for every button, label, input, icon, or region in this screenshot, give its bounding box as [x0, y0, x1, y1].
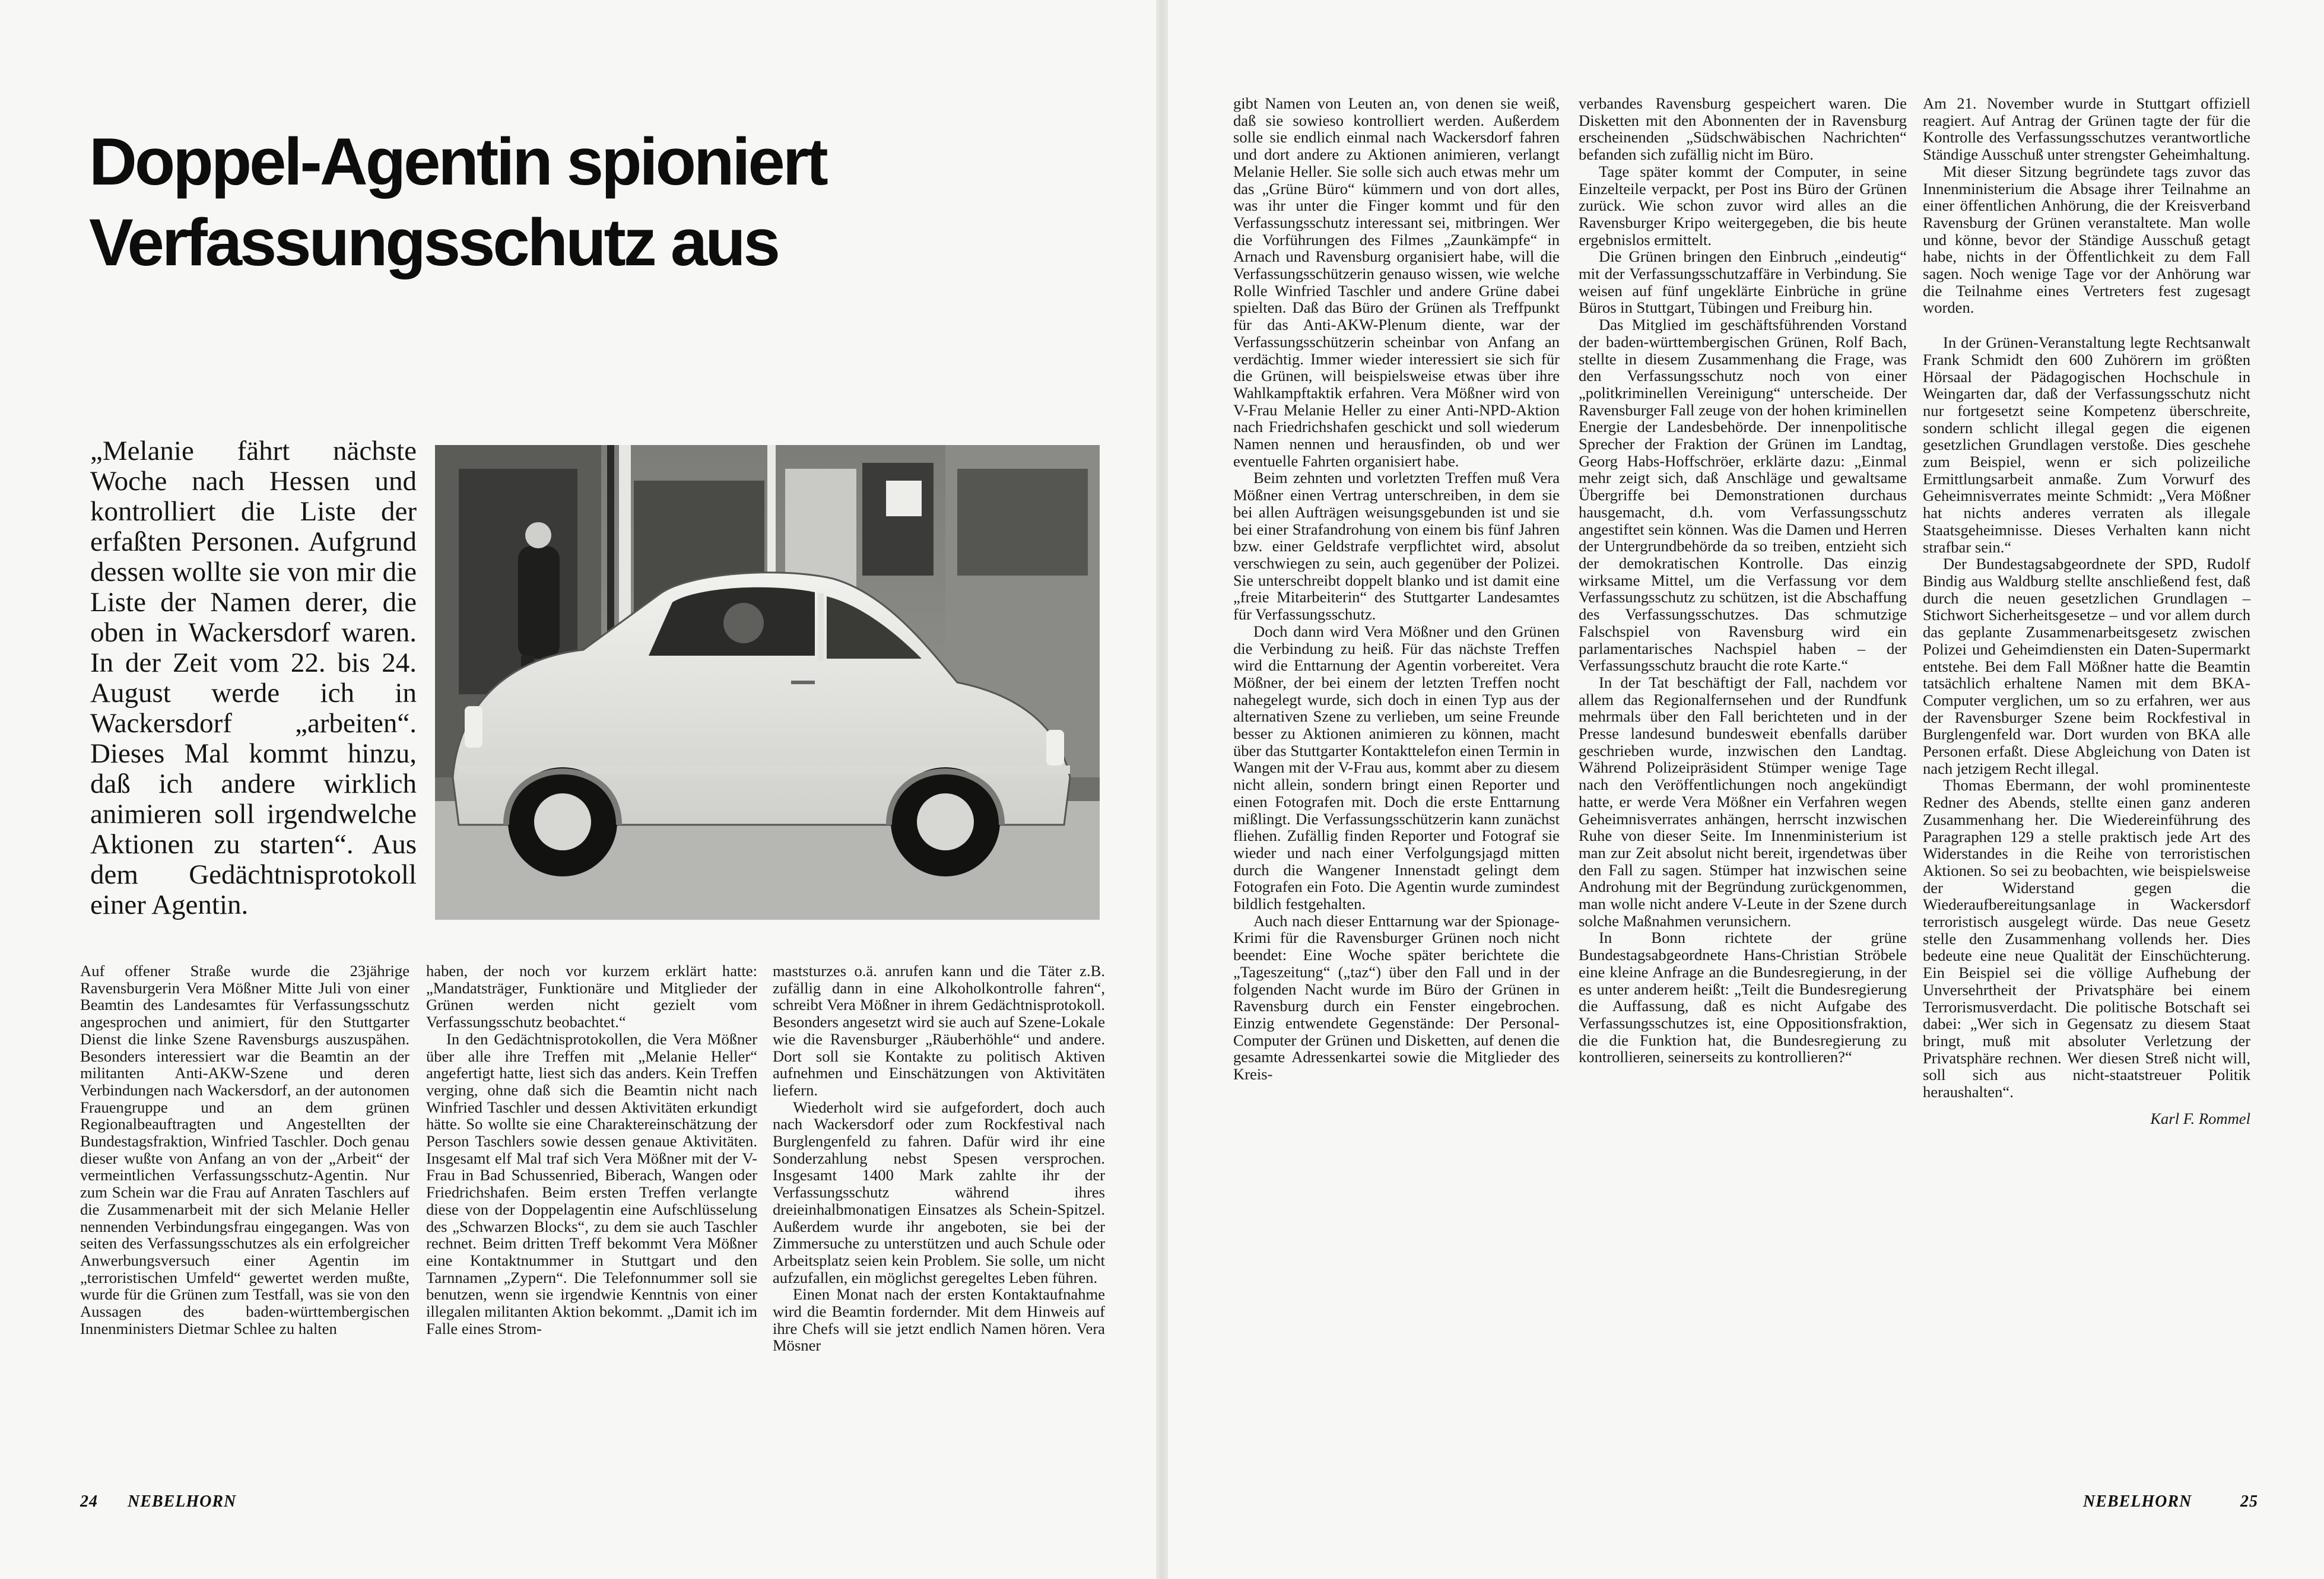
- magazine-title-right: NEBELHORN: [2083, 1492, 2192, 1511]
- paragraph: Auch nach dieser Enttarnung war der Spionage-Krimi für die Ravensburger Grünen noch nicht beendet: Eine Woche später berichtete die „Tageszeitung“ („taz“) über den Fall und in der folgenden Nacht wurde im Büro der Grünen in Ravensburg durch ein Fenster eingebrochen. Einzig entwendete Gegenstände: Der Personal-Computer der Grünen und Disketten, auf denen die gesamte Adressenkartei sowie die Mitglieder des Kreis-: [1233, 911, 1560, 1084]
- paragraph: In den Gedächtnisprotokollen, die Vera Mößner über alle ihre Treffen mit „Melanie Heller“ angefertigt hatte, liest sich das anders. Kein Treffen verging, ohne daß sich die Beamtin nicht nach Winfried Taschler und dessen Aktivitäten erkundigt hätte. So wollte sie eine Charaktereinschätzung der Person Taschlers sowie dessen genaue Aktivitäten. Insgesamt elf Mal traf sich Vera Mößner mit der V-Frau in Bad Schussenried, Biberach, Wangen oder Friedrichshafen. Beim ersten Treffen verlangte diese von der Doppelagentin eine Aufschlüsselung des „Schwarzen Blocks“, zu dem sie auch Taschler rechnet. Beim dritten Treff bekommt Vera Mößner eine Kontaktnummer in Stuttgart und den Tarnnamen „Zypern“. Die Telefonnummer soll sie benutzen, wenn sie irgendwie Kenntnis von einer illegalen militanten Aktion bekommt. „Damit ich im Falle eines Strom-: [426, 1030, 757, 1337]
- paragraph: Wiederholt wird sie aufgefordert, doch auch nach Wackersdorf oder zum Rockfestival nach Burglengenfeld zu fahren. Dafür wird ihr eine Sonderzahlung nebst Spesen versprochen. Insgesamt 1400 Mark zahlte ihr der Verfassungsschutz während ihres dreieinhalbmonatigen Einsatzes als Schein-Spitzel. Außerdem wurde ihr angeboten, sie bei der Zimmersuche zu unterstützen und auch Schule oder Arbeitsplatz seien kein Problem. Sie solle, um nicht aufzufallen, ein möglichst geregeltes Leben führen.: [773, 1098, 1105, 1286]
- paragraph: Tage später kommt der Computer, in seine Einzelteile verpackt, per Post ins Büro der Grünen zurück. Wie schon zuvor wird alles an die Ravensburger Kripo weitergegeben, die bis heute ergebnislos ermittelt.: [1579, 162, 1907, 249]
- article-column-4: [1233, 95, 1560, 1083]
- paragraph: maststurzes o.ä. anrufen kann und die Täter z.B. zufällig dann in eine Alkoholkontrolle fahren“, schreibt Vera Mößner in ihrem Gedächtnisprotokoll. Besonders angesetzt wird sie auch auf Szene-Lokale wie die Ravensburger „Räuberhöhle“ und andere. Dort soll sie Kontakte zu politisch Aktiven aufnehmen und Einschätzungen von Aktivitäten liefern.: [773, 962, 1105, 1099]
- article-column-1: [80, 962, 409, 1337]
- paragraph: Thomas Ebermann, der wohl prominenteste Redner des Abends, stellte einen ganz anderen Zusammenhang her. Die Wiedereinführung des Paragraphen 129 a stelle praktisch jede Art des Widerstandes in die Reihe von terroristischen Aktionen. So sei zu beobachten, wie beispielsweise der Widerstand gegen die Wiederaufbereitungsanlage in Wackersdorf terroristisch ausgelegt würde. Das neue Gesetz stelle den Zusammenhang vollends her. Dies bedeute eine neue Qualität der Einschüchterung. Ein Beispiel sei die völlige Aufhebung der Unversehrtheit der Privatsphäre bei einem Terrorismusverdacht. Die politische Botschaft sei dabei: „Wer sich in Gegensatz zu diesem Staat bringt, muß mit absoluter Verletzung der Privatsphäre rechnen. Wer diesen Streß nicht will, soll sich aus nicht-staatstreuer Politik heraushalten“.: [1923, 776, 2250, 1101]
- paragraph: gibt Namen von Leuten an, von denen sie weiß, daß sie sowieso kontrolliert werden. Außerdem solle sie endlich einmal nach Wackersdorf fahren und dort andere zu Aktionen animieren, verlangt Melanie Heller. Sie solle sich auch etwas mehr um das „Grüne Büro“ kümmern und von dort alles, was ihr unter die Finger kommt und für den Verfassungsschutz interessant sei, mitbringen. Wer die Vorführungen des Filmes „Zaunkämpfe“ in Arnach und Ravensburg organisiert habe, will die Verfassungsschützerin genauso wissen, wie welche Rolle Winfried Taschler und andere Grüne dabei spielten. Daß das Büro der Grünen als Treffpunkt für das Anti-AKW-Plenum diente, war der Verfassungsschützerin scheinbar von Anfang an verdächtig. Immer wieder interessiert sie sich für die Grünen, will beispielsweise etwas über ihre Wahlkampftaktik erfahren. Vera Mößner wird von V-Frau Melanie Heller zu einer Anti-NPD-Aktion nach Friedrichshafen geschickt und soll wiederum Namen nennen und herausfinden, ob und wer eventuelle Fahrten organisiert habe.: [1233, 94, 1560, 470]
- headline-line-1: Doppel-Agentin spioniert: [89, 125, 826, 199]
- article-column-2: [426, 962, 757, 1337]
- paragraph: Der Bundestagsabgeordnete der SPD, Rudolf Bindig aus Waldburg stellte anschließend fest, daß durch die neuen gesetzlichen Grundlagen – Stichwort Sicherheitsgesetze – und vor allem durch das geplante Zusammenarbeitsgesetz zwischen Polizei und Geheimdiensten ein Daten-Supermarkt entstehe. Bei dem Fall Mößner hatte die Beamtin tatsächlich erhaltene Namen mit dem BKA-Computer verglichen, um so zu erfahren, wer aus der Ravensburger Szene beim Rockfestival in Burglengenfeld war. Dort wurden von BKA alle Personen erfaßt. Diese Abgleichung von Daten ist nach jetzigem Recht illegal.: [1923, 555, 2250, 777]
- paragraph: haben, der noch vor kurzem erklärt hatte: „Mandatsträger, Funktionäre und Mitglieder der Grünen werden nicht gezielt vom Verfassungsschutz beobachtet.“: [426, 962, 757, 1031]
- paragraph: verbandes Ravensburg gespeichert waren. Die Disketten mit den Abonnenten der in Ravensburg erscheinenden „Südschwäbischen Nachrichten“ befanden sich zufällig nicht im Büro.: [1579, 94, 1907, 164]
- paragraph: Am 21. November wurde in Stuttgart offiziell reagiert. Auf Antrag der Grünen tagte der für die Kontrolle des Verfassungsschutzes verantwortliche Ständige Ausschuß unter strengster Geheimhaltung.: [1923, 94, 2250, 164]
- article-column-3: [773, 962, 1105, 1354]
- article-column-6: [1923, 95, 2250, 1127]
- vw-beetle-photo: [435, 445, 1100, 920]
- paragraph: Die Grünen bringen den Einbruch „eindeutig“ mit der Verfassungsschutzaffäre in Verbindung. Sie weisen auf fünf ungeklärte Einbrüche in grüne Büros in Stuttgart, Tübingen und Freiburg hin.: [1579, 247, 1907, 317]
- paragraph: Beim zehnten und vorletzten Treffen muß Vera Mößner einen Vertrag unterschreiben, in dem sie bei allen Aufträgen weisungsgebunden ist und sie bei einer Strafandrohung von einem bis fünf Jahren bzw. einer Geldstrafe verpflichtet wird, absolut verschwiegen zu sein, auch gegenüber der Polizei. Sie unterschreibt doppelt blanko und ist damit eine „freie Mitarbeiterin“ des Stuttgarter Landesamtes für Verfassungsschutz.: [1233, 469, 1560, 624]
- paragraph: Mit dieser Sitzung begründete tags zuvor das Innenministerium die Absage ihrer Teilnahme an einer öffentlichen Anhörung, die der Kreisverband Ravensburg der Grünen veranstaltete. Man wolle und könne, bevor der Ständige Ausschuß getagt habe, nichts in der Öffentlichkeit zu dem Fall sagen. Noch wenige Tage vor der Anhörung war die Teilnahme eines Vertreters fest zugesagt worden.: [1923, 162, 2250, 317]
- article-photo: [435, 445, 1100, 920]
- paragraph: Das Mitglied im geschäftsführenden Vorstand der baden-württembergischen Grünen, Rolf Bach, stellte in diesem Zusammenhang die Frage, was den Verfassungsschutz noch von einer „politkriminellen Vereinigung“ unterscheide. Der Ravensburger Fall zeuge von der hohen kriminellen Energie der Landesbehörde. Der innenpolitische Sprecher der Fraktion der Grünen im Landtag, Georg Habs-Hoffschröer, erklärte dazu: „Einmal mehr zeigt sich, daß Anschläge und gewaltsame Übergriffe bei Demonstrationen durchaus hausgemacht, d.h. vom Verfassungsschutz angestiftet sein können. Was die Damen und Herren der Untergrundbehörde da so treiben, entzieht sich der demokratischen Kontrolle. Das einzig wirksame Mittel, um die Verfassung vor dem Verfassungsschutz zu schützen, ist die Abschaffung des Verfassungsschutzes. Das schmutzige Falschspiel von Ravensburg wird ein parlamentarisches Nachspiel haben – der Verfassungsschutz braucht die rote Karte.“: [1579, 316, 1907, 675]
- page-gutter: [1156, 0, 1168, 1579]
- paragraph: Einen Monat nach der ersten Kontaktaufnahme wird die Beamtin fordernder. Mit dem Hinweis auf ihre Chefs will sie jetzt endlich Namen hören. Vera Mösner: [773, 1285, 1105, 1355]
- paragraph: Doch dann wird Vera Mößner und den Grünen die Verbindung zu heiß. Für das nächste Treffen wird die Enttarnung der Agentin vorbereitet. Vera Mößner, der bei einem der letzten Treffen nocht nahegelegt wurde, sich doch in einen Typ aus der alternativen Szene zu verlieben, um seine Freunde besser zu Aktionen animieren zu können, macht über das Stuttgarter Kontakttelefon einen Termin in Wangen mit der V-Frau aus, kommt aber zu diesem nicht allein, sondern bringt einen Reporter und einen Fotografen mit. Doch die erste Enttarnung mißlingt. Die Verfassungsschützerin kann zunächst fliehen. Zufällig finden Reporter und Fotograf sie wieder und nach einer Verfolgungsjagd mitten durch die Wangener Innenstadt gelingt dem Fotografen ein Foto. Die Agentin wurde zumindest bildlich festgehalten.: [1233, 622, 1560, 913]
- headline-line-2: Verfassungsschutz aus: [89, 205, 778, 279]
- pull-quote: „Melanie fährt nächste Woche nach Hessen und kontrolliert die Liste der erfaßten Personen. Aufgrund dessen wollte sie von mir die Liste der Namen derer, die oben in Wackersdorf waren. In der Zeit vom 22. bis 24. August werde ich in Wackersdorf „arbeiten“. Dieses Mal kommt hinzu, daß ich andere wirklich animieren soll irgendwelche Aktionen zu starten“. Aus dem Gedächtnisprotokoll einer Agentin.: [90, 436, 417, 920]
- article-column-5: [1579, 95, 1907, 1066]
- paragraph: In der Grünen-Veranstaltung legte Rechtsanwalt Frank Schmidt den 600 Zuhörern im größten Hörsaal der Pädagogischen Hochschule in Weingarten dar, daß der Verfassungsschutz nicht nur fortgesetzt seine Kompetenz überschreite, sondern schlicht illegal gegen die eigenen gesetzlichen Grundlagen verstoße. Dies geschehe zum Beispiel, wenn er sich polizeiliche Ermittlungsarbeit anmaße. Zum Vorwurf des Geheimnisverrates meinte Schmidt: „Vera Mößner hat nichts anderes verraten als illegale Staatsgeheimnisse. Dieses Verhalten kann nicht strafbar sein.“: [1923, 333, 2250, 556]
- paragraph: Auf offener Straße wurde die 23jährige Ravensburgerin Vera Mößner Mitte Juli von einer Beamtin des Landesamtes für Verfassungsschutz angesprochen und animiert, für den Stuttgarter Dienst die linke Szene Ravensburgs auszuspähen. Besonders interessiert war die Beamtin an der militanten Anti-AKW-Szene und deren Verbindungen nach Wackersdorf, an der autonomen Frauengruppe und an dem grünen Regionalbeauftragten und Angestellten der Bundestagsfraktion, Winfried Taschler. Doch genau dieser wußte von Anfang an von der „Arbeit“ der vermeintlichen Verfassungsschutz-Agentin. Nur zum Schein war die Frau auf Anraten Taschlers auf die Zusammenarbeit mit der sich Melanie Heller nennenden Verbindungsfrau eingegangen. Was von seiten des Verfassungsschutzes als ein erfolgreicher Anwerbungsversuch einer Agentin im „terroristischen Umfeld“ gewertet werden mußte, wurde für die Grünen zum Testfall, was sie von den Aussagen des baden-württembergischen Innenministers Dietmar Schlee zu halten: [80, 962, 409, 1337]
- paragraph: In Bonn richtete der grüne Bundestagsabgeordnete Hans-Christian Ströbele eine kleine Anfrage an die Bundesregierung, in der es unter anderem heißt: „Teilt die Bundesregierung die Auffassung, daß es nicht Aufgabe des Verfassungsschutzes ist, eine Oppositionsfraktion, die die Funktion hat, die Bundesregierung zu kontrollieren, seinerseits zu kontrollieren?“: [1579, 929, 1907, 1066]
- article-headline: [89, 122, 920, 283]
- author-byline: Karl F. Rommel: [2150, 1109, 2250, 1127]
- page-number-left: 24: [80, 1492, 98, 1511]
- magazine-title-left: NEBELHORN: [128, 1492, 237, 1511]
- paragraph: In der Tat beschäftigt der Fall, nachdem vor allem das Regionalfernsehen und der Rundfunk mehrmals über den Fall berichteten und in der Presse landesund bundesweit ebenfalls darüber geschrieben wurde, inzwischen den Landtag. Während Polizeipräsident Stümper wenige Tage nach den Veröffentlichungen noch angekündigt hatte, er werde Vera Mößner ein Verfahren wegen Geheimnisverrates anhängen, herrscht inzwischen Ruhe von dieser Seite. Im Innenministerium ist man zur Zeit absolut nicht bereit, irgendetwas über den Fall zu sagen. Stümper hat inzwischen seine Androhung mit der Begründung zurückgenommen, man wolle nicht andere V-Leute in der Szene durch solche Maßnahmen verunsichern.: [1579, 673, 1907, 930]
- page-number-right: 25: [2240, 1492, 2258, 1511]
